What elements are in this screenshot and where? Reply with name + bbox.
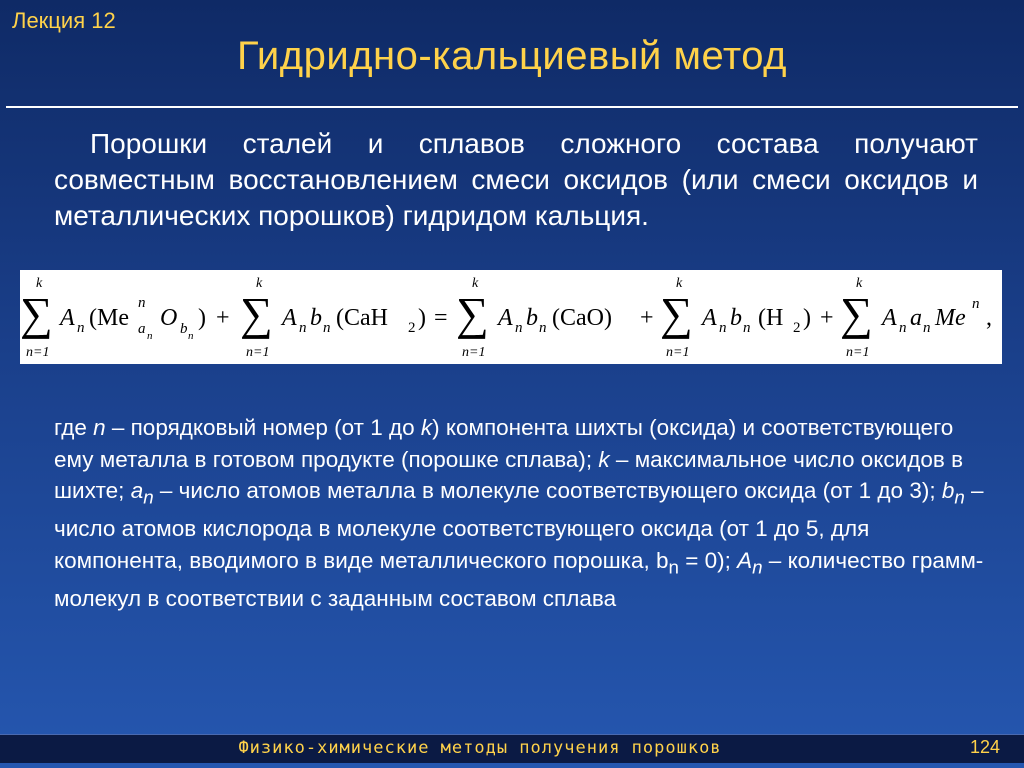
var-k: k [598,446,610,472]
footer-bar [0,734,1024,763]
op-plus2: + [640,305,654,331]
sum3-top: k [472,276,479,291]
desc-text: ) компонента шихты (оксида) и соответствующего ему металла в готовом продукте (порошке сплава); [54,415,954,472]
term-CaO: (CaO) [552,305,612,331]
var-a: a [130,478,144,503]
sum2-sigma: ∑ [240,288,273,339]
term-Me5: Me [935,305,966,331]
intro-paragraph: Порошки сталей и сплавов сложного состава получают совместным восстановлением смеси оксидов (или смеси оксидов и металлических порошков) гидридом кальция. [54,128,978,231]
term-a5: a [910,305,922,331]
term-A2-sub: n [299,320,307,336]
term-paren-Me: (Me [89,305,129,331]
term-H-sub: 2 [793,320,801,336]
var-b-sub: n [954,486,965,508]
term-Me-sub-n: n [147,330,153,342]
term-a5-sub: n [923,320,931,336]
sum5-top: k [856,276,863,291]
sum1-bottom: n=1 [26,345,50,360]
var-b: b [941,478,955,503]
term-close2: ) [418,305,426,331]
sum5-sigma: ∑ [840,288,873,339]
term-Me5-sup: n [972,296,980,312]
var-n: n [93,415,106,440]
formula-svg [20,270,1002,364]
term-CaH: (CaH [336,305,388,331]
description-paragraph [54,412,998,614]
term-close1: ) [198,305,206,331]
term-Me-sup: n [138,295,146,311]
term-O-sub-b: b [180,321,188,337]
desc-text: – порядковый номер (от 1 до [105,415,421,440]
title-divider [6,106,1018,108]
sum2-bottom: n=1 [246,345,270,360]
sum5-bottom: n=1 [846,345,870,360]
term-A4: A [702,305,717,331]
sum3-sigma: ∑ [456,288,489,339]
op-equals: = [434,305,448,331]
term-O: O [160,305,178,331]
var-bn-sub: n [668,556,679,577]
term-CaH-sub: 2 [408,320,416,336]
term-b4-sub: n [743,320,751,336]
sum4-sigma: ∑ [660,288,693,339]
term-b3: b [526,305,538,331]
desc-text: – максимальное число оксидов в шихте; [54,446,964,503]
var-a-sub: n [143,486,154,508]
desc-text: где [54,415,94,440]
footer-title: Физико-химические методы получения порошков [238,738,722,758]
term-b2-sub: n [323,320,331,336]
term-O-sub-n: n [188,330,194,342]
var-A-sub: n [752,556,763,577]
term-close4: ) [803,305,811,331]
term-Me-sub-a: a [138,321,146,337]
term-A4-sub: n [719,320,727,336]
term-A3: A [498,305,513,331]
desc-text: = 0); [678,547,738,573]
sum2-top: k [256,276,263,291]
term-A5-sub: n [899,320,907,336]
lecture-label: Лекция 12 [12,8,116,33]
term-b2: b [310,305,322,331]
term-A1-sub: n [77,320,85,336]
var-A: A [737,547,753,573]
reaction-formula [20,270,1002,364]
term-H: (H [758,305,784,331]
term-A2: A [282,305,297,331]
term-A1: A [60,305,75,331]
term-b4: b [730,305,742,331]
sum3-bottom: n=1 [462,345,486,360]
term-comma: , [986,305,992,331]
slide-title: Гидридно-кальциевый метод [237,34,787,78]
desc-text: – число атомов кислорода в молекуле соответствующего оксида (от 1 до 5, для компонента, вводимого в виде металлического порошка, b [54,478,984,573]
sum1-sigma: ∑ [20,288,53,339]
term-A3-sub: n [515,320,523,336]
sum1-top: k [36,276,43,291]
page-number: 124 [969,737,1000,757]
term-A5: A [882,305,897,331]
sum4-top: k [676,276,683,291]
sum4-bottom: n=1 [666,345,690,360]
op-plus3: + [820,305,834,331]
desc-text: – число атомов металла в молекуле соответствующего оксида (от 1 до 3); [153,478,942,503]
term-b3-sub: n [539,320,547,336]
op-plus1: + [216,305,230,331]
desc-text: – количество грамм-молекул в соответствии с заданным составом сплава [54,547,984,611]
var-k: k [420,415,433,440]
